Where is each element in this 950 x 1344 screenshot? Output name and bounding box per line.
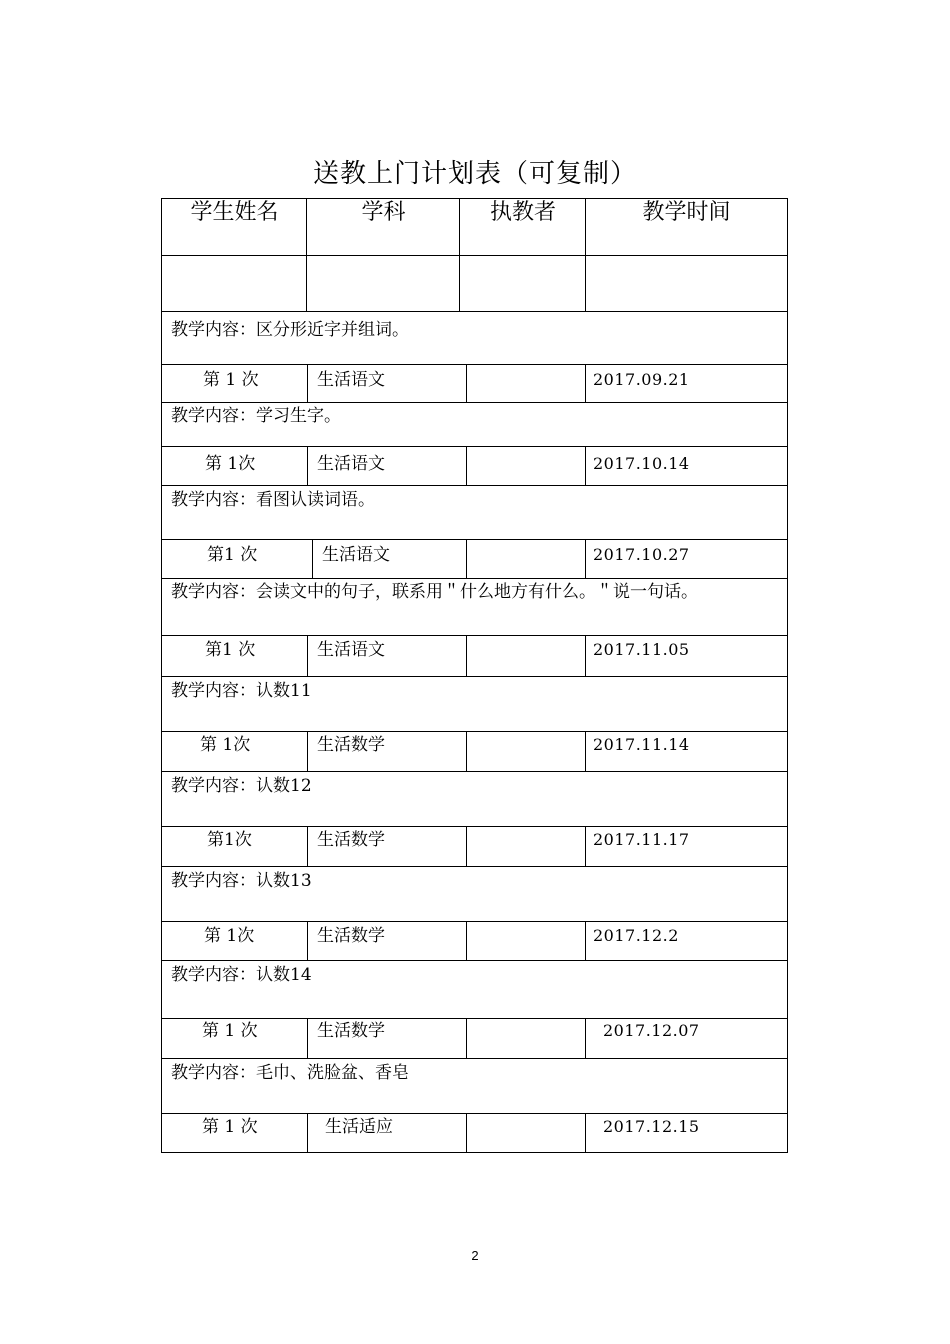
session-date: 2017.11.05 xyxy=(593,640,690,659)
divider xyxy=(466,364,467,402)
content-row: 教学内容：毛巾、洗脸盆、香皂 xyxy=(171,1063,409,1083)
session-date: 2017.12.07 xyxy=(603,1021,700,1040)
session-date: 2017.09.21 xyxy=(593,370,690,389)
divider xyxy=(162,1113,787,1114)
session-subject: 生活数学 xyxy=(317,1021,385,1041)
divider xyxy=(466,921,467,960)
divider xyxy=(307,446,308,485)
session-count: 第 1 次 xyxy=(203,370,259,390)
session-subject: 生活数学 xyxy=(317,926,385,946)
session-count: 第 1次 xyxy=(200,735,251,755)
divider xyxy=(162,921,787,922)
session-date: 2017.10.14 xyxy=(593,454,690,473)
divider xyxy=(585,635,586,676)
content-row: 教学内容：认数13 xyxy=(171,871,312,891)
divider xyxy=(585,1113,586,1152)
divider xyxy=(162,402,787,403)
content-row: 教学内容：会读文中的句子，联系用＂什么地方有什么。＂说一句话。 xyxy=(171,582,698,602)
divider xyxy=(162,446,787,447)
session-date: 2017.10.27 xyxy=(593,545,690,564)
session-date: 2017.12.15 xyxy=(603,1117,700,1136)
session-count: 第1 次 xyxy=(207,545,258,565)
divider xyxy=(585,921,586,960)
session-date: 2017.11.17 xyxy=(593,830,690,849)
divider xyxy=(585,446,586,485)
divider xyxy=(466,731,467,771)
content-row: 教学内容：区分形近字并组词。 xyxy=(171,320,409,340)
header-teacher: 执教者 xyxy=(489,200,556,225)
divider xyxy=(162,311,787,312)
divider xyxy=(466,539,467,578)
header-student-name: 学生姓名 xyxy=(190,200,279,225)
divider xyxy=(162,731,787,732)
divider xyxy=(162,255,787,256)
divider xyxy=(459,199,460,311)
page-title: 送教上门计划表（可复制） xyxy=(312,159,637,189)
divider xyxy=(162,1018,787,1019)
session-count: 第 1次 xyxy=(204,926,255,946)
session-date: 2017.12.2 xyxy=(593,926,679,945)
session-subject: 生活语文 xyxy=(322,545,390,565)
header-teaching-time: 教学时间 xyxy=(642,200,731,225)
session-subject: 生活语文 xyxy=(317,454,385,474)
divider xyxy=(585,364,586,402)
session-count: 第 1 次 xyxy=(202,1021,258,1041)
content-row: 教学内容：看图认读词语。 xyxy=(171,490,375,510)
divider xyxy=(466,1018,467,1058)
divider xyxy=(306,199,307,311)
divider xyxy=(162,364,787,365)
divider xyxy=(307,731,308,771)
divider xyxy=(585,539,586,578)
plan-table xyxy=(161,198,788,1153)
session-count: 第1 次 xyxy=(205,640,256,660)
session-subject: 生活适应 xyxy=(325,1117,393,1137)
divider xyxy=(307,1018,308,1058)
divider xyxy=(162,676,787,677)
header-subject: 学科 xyxy=(361,200,406,225)
divider xyxy=(162,771,787,772)
session-subject: 生活语文 xyxy=(317,370,385,390)
divider xyxy=(466,635,467,676)
page-number: 2 xyxy=(471,1248,479,1263)
divider xyxy=(466,826,467,866)
divider xyxy=(585,731,586,771)
divider xyxy=(162,539,787,540)
divider xyxy=(585,826,586,866)
session-count: 第1次 xyxy=(207,830,252,850)
content-row: 教学内容：认数12 xyxy=(171,776,312,796)
divider xyxy=(307,1113,308,1152)
divider xyxy=(307,921,308,960)
content-row: 教学内容：认数11 xyxy=(171,681,312,701)
divider xyxy=(162,1058,787,1059)
divider xyxy=(307,826,308,866)
divider xyxy=(162,578,787,579)
session-subject: 生活语文 xyxy=(317,640,385,660)
divider xyxy=(162,960,787,961)
session-count: 第 1次 xyxy=(205,454,256,474)
divider xyxy=(162,826,787,827)
divider xyxy=(585,1018,586,1058)
content-row: 教学内容：认数14 xyxy=(171,965,312,985)
divider xyxy=(466,446,467,485)
divider xyxy=(162,635,787,636)
divider xyxy=(307,364,308,402)
session-subject: 生活数学 xyxy=(317,735,385,755)
divider xyxy=(162,485,787,486)
session-count: 第 1 次 xyxy=(202,1117,258,1137)
divider xyxy=(162,866,787,867)
divider xyxy=(466,1113,467,1152)
session-date: 2017.11.14 xyxy=(593,735,690,754)
content-row: 教学内容：学习生字。 xyxy=(171,406,341,426)
session-subject: 生活数学 xyxy=(317,830,385,850)
divider xyxy=(312,539,313,578)
divider xyxy=(585,199,586,311)
divider xyxy=(307,635,308,676)
